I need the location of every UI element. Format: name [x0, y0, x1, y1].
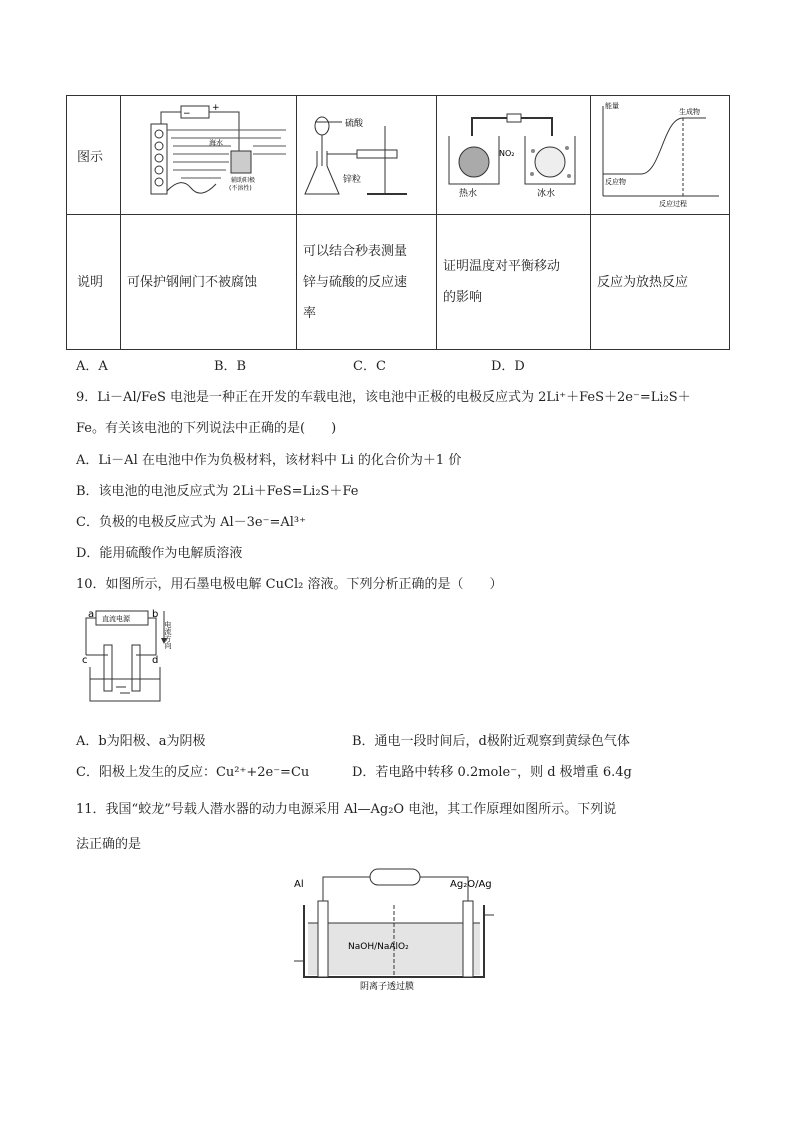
q9-stem-line2: Fe。有关该电池的下列说法中正确的是( ) — [76, 421, 337, 436]
q10-option-b: B．通电一段时间后，d极附近观察到黄绿色气体 — [352, 734, 630, 749]
q10-option-c: C．阳极上发生的反应：Cu²⁺+2e⁻=Cu — [76, 765, 310, 780]
electrolysis-diagram — [78, 607, 188, 707]
svg-text:硫酸: 硫酸 — [345, 119, 364, 129]
experiment-table — [66, 95, 730, 350]
q8-option-b: B．B — [214, 359, 247, 374]
description-b: 可以结合秒表测量 锌与硫酸的反应速 率 — [297, 215, 437, 350]
auxiliary-anode — [231, 151, 251, 173]
syringe — [357, 150, 397, 158]
q9-stem-line1: 9．Li－Al/FeS 电池是一种正在开发的车载电池，该电池中正极的电极反应式为 2Li⁺＋FeS＋2e⁻=Li₂S＋ — [76, 390, 691, 405]
zinc-acid-apparatus — [297, 96, 436, 210]
svg-text:NO₂: NO₂ — [499, 149, 515, 158]
q9-option-a: A．Li－Al 在电池中作为负极材料，该材料中 Li 的化合价为＋1 价 — [76, 453, 462, 468]
figure-cell-b — [297, 96, 437, 215]
svg-text:−: − — [183, 109, 191, 119]
svg-text:海水: 海水 — [209, 139, 223, 147]
q8-option-d: D．D — [491, 359, 525, 374]
svg-text:反应物: 反应物 — [605, 178, 626, 186]
svg-text:电流方向: 电流方向 — [164, 621, 172, 649]
al-ag2o-battery-diagram — [290, 865, 500, 993]
dropping-funnel — [315, 117, 329, 135]
q8-option-a: A．A — [76, 359, 108, 374]
svg-text:直流电源: 直流电源 — [102, 615, 130, 623]
svg-text:阴离子透过膜: 阴离子透过膜 — [360, 982, 415, 992]
figure-cell-a — [121, 96, 297, 215]
svg-text:b: b — [152, 609, 159, 620]
svg-text:能量: 能量 — [605, 102, 619, 110]
description-c: 证明温度对平衡移动 的影响 — [437, 215, 591, 350]
energy-diagram — [591, 96, 729, 210]
sea-gate-diagram — [121, 96, 296, 210]
beaker — [90, 667, 160, 701]
al-electrode — [318, 901, 328, 977]
svg-text:a: a — [88, 609, 95, 620]
q8-option-c: C．C — [353, 359, 386, 374]
svg-text:反应过程: 反应过程 — [659, 200, 687, 208]
svg-text:NaOH/NaAlO₂: NaOH/NaAlO₂ — [348, 942, 409, 952]
description-d: 反应为放热反应 — [591, 215, 730, 350]
row-head-description: 说明 — [67, 215, 121, 350]
svg-text:生成物: 生成物 — [679, 108, 700, 116]
q9-option-b: B．该电池的电池反应式为 2Li＋FeS=Li₂S＋Fe — [76, 484, 359, 499]
svg-text:锌粒: 锌粒 — [343, 175, 362, 185]
figure-cell-c — [437, 96, 591, 215]
q11-stem-line1: 11．我国“蛟龙”号载人潜水器的动力电源采用 Al—Ag₂O 电池，其工作原理如图所示。下列说 — [76, 802, 617, 817]
svg-text:Al: Al — [294, 879, 304, 890]
q9-option-c: C．负极的电极反应式为 Al－3e⁻=Al³⁺ — [76, 515, 306, 530]
ag2o-electrode — [463, 901, 473, 977]
svg-text:(不溶性): (不溶性) — [229, 185, 252, 192]
load-resistor — [370, 869, 420, 885]
q9-option-d: D．能用硫酸作为电解质溶液 — [76, 546, 243, 561]
description-a: 可保护钢闸门不被腐蚀 — [121, 215, 297, 350]
q10-option-a: A．b为阳极、a为阴极 — [76, 734, 206, 749]
q10-option-d: D．若电路中转移 0.2mole⁻，则 d 极增重 6.4g — [352, 765, 632, 780]
figure-cell-d — [591, 96, 730, 215]
q10-stem: 10．如图所示，用石墨电极电解 CuCl₂ 溶液。下列分析正确的是（ ） — [76, 577, 503, 592]
svg-text:c: c — [82, 655, 88, 666]
svg-text:d: d — [152, 655, 159, 666]
svg-text:+: + — [212, 103, 220, 113]
no2-equilibrium-apparatus — [437, 96, 590, 210]
row-head-figure: 图示 — [67, 96, 121, 215]
electrode-c — [104, 645, 112, 691]
energy-curve — [603, 118, 706, 174]
svg-text:热水: 热水 — [459, 189, 478, 199]
svg-text:冰水: 冰水 — [537, 189, 556, 199]
svg-text:辅助阳极: 辅助阳极 — [231, 177, 256, 184]
svg-text:Ag₂O/Ag: Ag₂O/Ag — [450, 879, 492, 890]
flask-cold — [535, 147, 565, 177]
q11-stem-line2: 法正确的是 — [76, 837, 142, 852]
electrode-d — [132, 645, 140, 691]
flask-hot — [459, 147, 489, 177]
